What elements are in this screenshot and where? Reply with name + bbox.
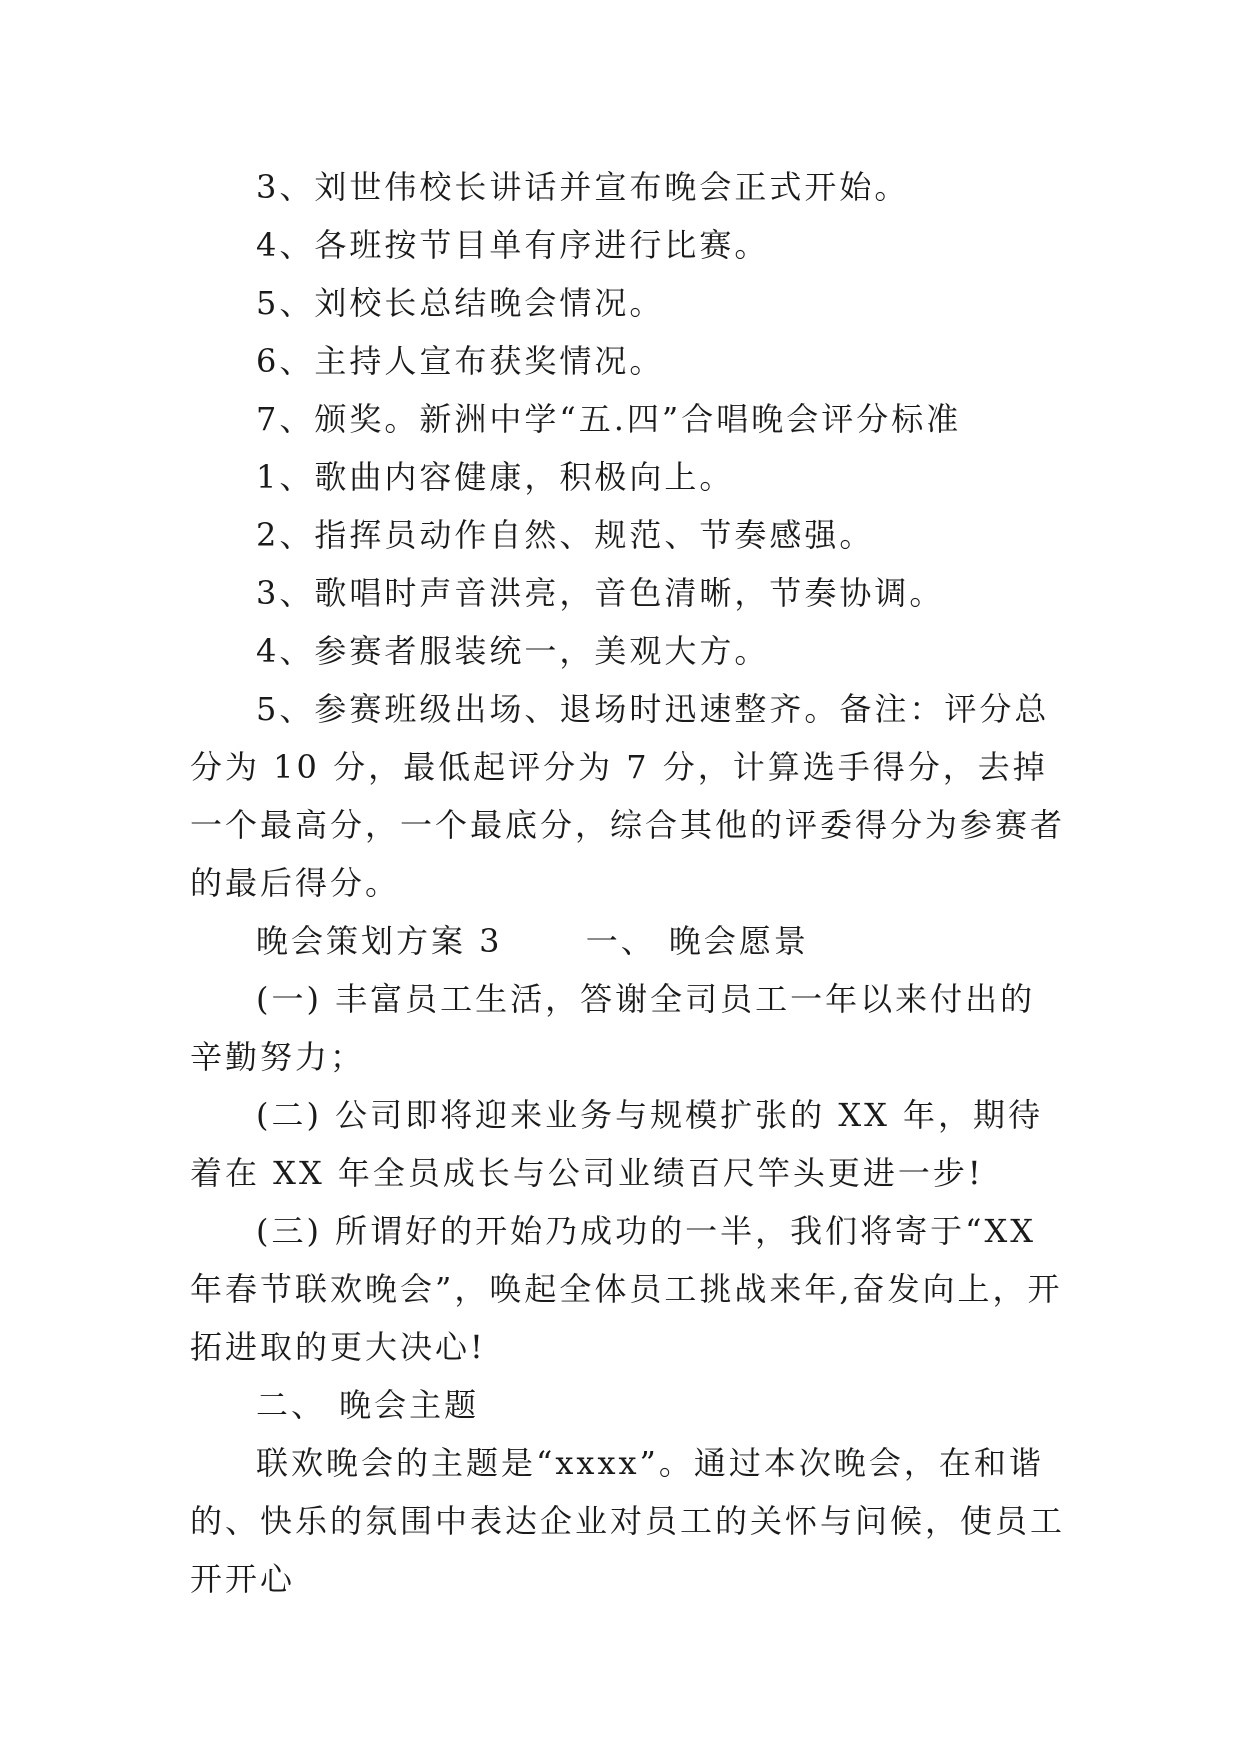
vision-item-2: (二) 公司即将迎来业务与规模扩张的 XX 年，期待着在 XX 年全员成长与公司业绩百尺竿头更进一步! xyxy=(190,1096,1044,1192)
paragraph-item-3-speech: 3、刘世伟校长讲话并宣布晚会正式开始。 xyxy=(256,168,910,206)
vision-item-1: (一) 丰富员工生活，答谢全司员工一年以来付出的辛勤努力； xyxy=(190,980,1036,1076)
section-heading-theme: 二、 晚会主题 xyxy=(256,1386,480,1424)
criteria-item-4: 4、参赛者服装统一，美观大方。 xyxy=(256,632,770,670)
vision-item-3: (三) 所谓好的开始乃成功的一半，我们将寄于“XX 年春节联欢晚会”，唤起全体员工挑战来年,奋发向上，开拓进取的更大决心! xyxy=(190,1212,1063,1366)
paragraph-item-5-summary: 5、刘校长总结晚会情况。 xyxy=(256,284,665,322)
paragraph-item-4-competition: 4、各班按节目单有序进行比赛。 xyxy=(256,226,770,264)
criteria-item-3: 3、歌唱时声音洪亮，音色清晰，节奏协调。 xyxy=(256,574,945,612)
paragraph-item-7-award-ceremony: 7、颁奖。新洲中学“五.四”合唱晚会评分标准 xyxy=(256,400,962,438)
plan-3-heading: 晚会策划方案 3 一、 晚会愿景 xyxy=(256,922,809,960)
criteria-item-5-with-note: 5、参赛班级出场、退场时迅速整齐。备注：评分总分为 10 分，最低起评分为 7 分，计算选手得分，去掉一个最高分，一个最底分，综合其他的评委得分为参赛者的最后得分。 xyxy=(190,690,1066,902)
theme-paragraph: 联欢晚会的主题是“xxxx”。通过本次晚会，在和谐的、快乐的氛围中表达企业对员工的关怀与问候，使员工开开心 xyxy=(190,1444,1066,1598)
criteria-item-2: 2、指挥员动作自然、规范、节奏感强。 xyxy=(256,516,875,554)
criteria-item-1: 1、歌曲内容健康，积极向上。 xyxy=(256,458,735,496)
document-body xyxy=(190,158,1070,1608)
paragraph-item-6-awards-announcement: 6、主持人宣布获奖情况。 xyxy=(256,342,665,380)
